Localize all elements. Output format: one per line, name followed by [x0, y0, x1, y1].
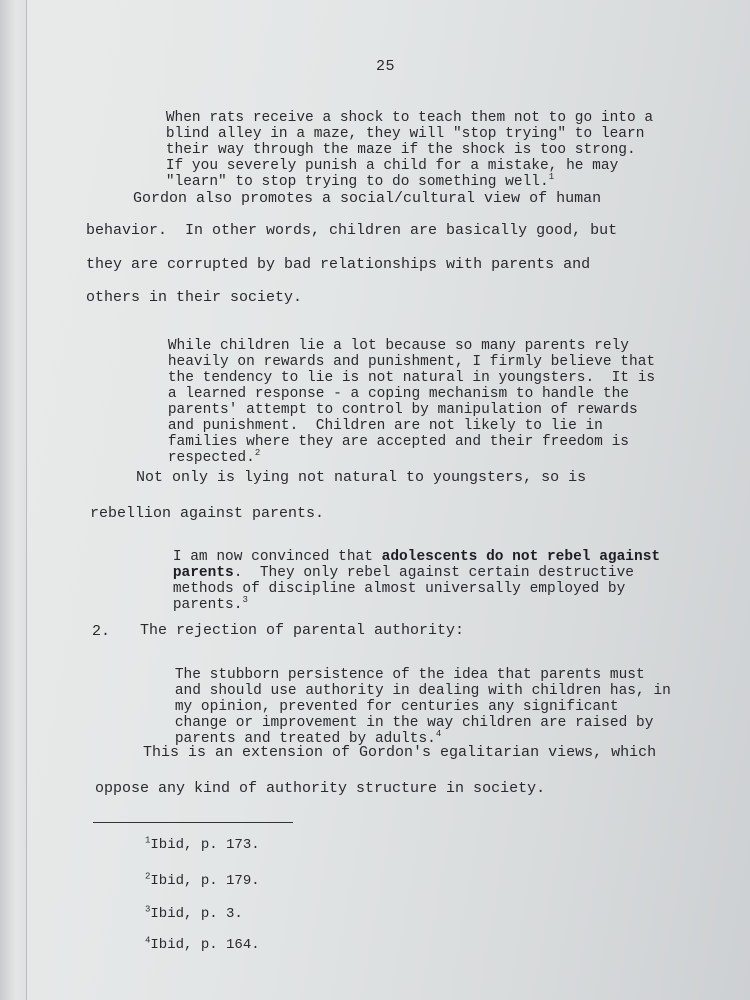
quote-line: parents.$^3$	[172, 595, 248, 613]
quote-line: heavily on rewards and punishment, I firmly believe that	[167, 354, 656, 370]
footnote-ref: 2	[254, 448, 261, 459]
quote-line: If you severely punish a child for a mistake, he may	[165, 158, 619, 174]
body-line: they are corrupted by bad relationships with parents and	[86, 256, 591, 273]
footnote-ref: 3	[242, 595, 248, 606]
quote-line: While children lie a lot because so many parents rely	[167, 338, 629, 354]
body-line: behavior. In other words, children are basically good, but	[86, 222, 618, 239]
list-number: 2.	[92, 623, 111, 640]
quote-line: and should use authority in dealing with children has, in	[174, 683, 671, 699]
block-quote-rebellion	[138, 533, 660, 629]
footnote: $^3$Ibid, p. 3.	[145, 904, 243, 922]
body-line: Gordon also promotes a social/cultural view of human	[133, 190, 602, 207]
quote-line: their way through the maze if the shock is too strong.	[165, 142, 636, 158]
footnote: $^1$Ibid, p. 173.	[145, 835, 260, 853]
body-line: This is an extension of Gordon's egalitarian views, which	[143, 744, 657, 761]
quote-line: change or improvement in the way children are raised by	[174, 715, 654, 731]
emphasis: parents	[172, 565, 234, 581]
section-heading: The rejection of parental authority:	[140, 622, 465, 639]
page-spine	[0, 0, 27, 1000]
body-line: oppose any kind of authority structure in society.	[95, 780, 546, 797]
quote-line: When rats receive a shock to teach them not to go into a	[165, 110, 654, 126]
quote-line: I am now convinced that adolescents do not rebel against	[172, 549, 661, 565]
quote-line: families where they are accepted and their freedom is	[167, 434, 629, 450]
body-line: rebellion against parents.	[90, 505, 325, 522]
emphasis: adolescents do not rebel against	[381, 549, 661, 565]
quote-line: "learn" to stop trying to do something well.$^1$	[165, 172, 555, 190]
quote-line: blind alley in a maze, they will "stop trying" to learn	[165, 126, 645, 142]
quote-line: respected.$^2$	[167, 448, 261, 466]
footnote: $^4$Ibid, p. 164.	[145, 935, 260, 953]
footnote-separator	[93, 822, 293, 823]
quote-line: the tendency to lie is not natural in youngsters. It is	[167, 370, 656, 386]
footnote-ref: 1	[548, 172, 555, 183]
block-quote-lying	[133, 322, 655, 482]
quote-line: parents. They only rebel against certain destructive	[172, 565, 634, 581]
page-number: 25	[376, 58, 396, 75]
quote-line: my opinion, prevented for centuries any significant	[174, 699, 619, 715]
footnote: $^2$Ibid, p. 179.	[145, 871, 260, 889]
quote-line: parents and treated by adults.$^4$	[174, 729, 442, 747]
quote-line: The stubborn persistence of the idea that parents must	[174, 667, 645, 683]
footnote-ref: 4	[435, 729, 442, 740]
quote-line: parents' attempt to control by manipulation of rewards	[167, 402, 638, 418]
quote-line: methods of discipline almost universally employed by	[172, 581, 626, 597]
body-line: Not only is lying not natural to youngsters, so is	[136, 469, 587, 486]
quote-line: a learned response - a coping mechanism to handle the	[167, 386, 629, 402]
body-line: others in their society.	[86, 289, 303, 306]
quote-line: and punishment. Children are not likely to lie in	[167, 418, 603, 434]
